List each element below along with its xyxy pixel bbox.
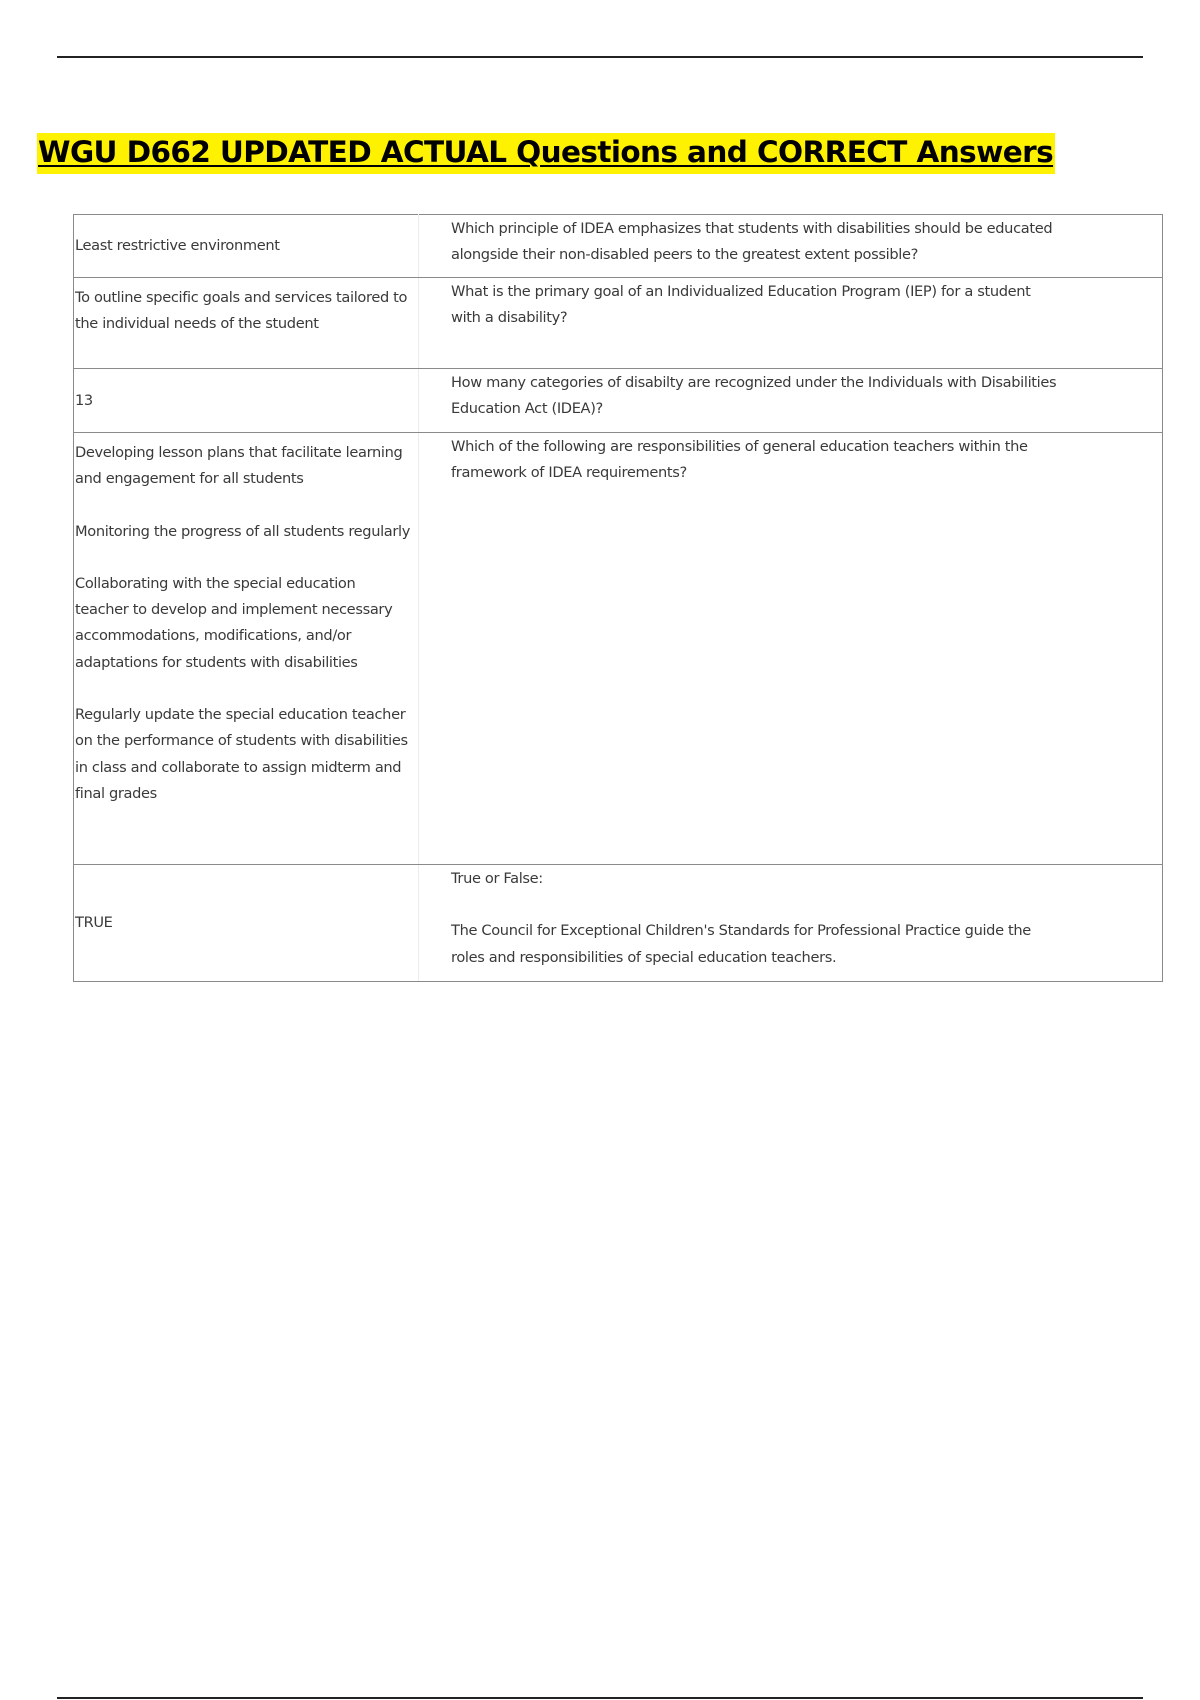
table-row [74,433,1163,865]
question-cell [419,278,1163,369]
question-text: The Council for Exceptional Children's Standards for Professional Practice guide the roles and responsibilities of special education teachers. [451,922,1031,966]
answer-cell [74,865,419,982]
table-row [74,278,1163,369]
question-text: Which of the following are responsibilities of general education teachers within the framework of IDEA requirements? [451,438,1028,482]
answer-text: Regularly update the special education teacher on the performance of students with disabilities in class and collaborate to assign midterm and final grades [75,706,408,802]
answer-text: TRUE [75,914,113,932]
answer-text: Least restrictive environment [75,237,280,255]
question-text: Which principle of IDEA emphasizes that students with disabilities should be educated alongside their non-disabled peers to the greatest extent possible? [451,220,1053,264]
footer-rule [57,1697,1143,1699]
question-text: What is the primary goal of an Individualized Education Program (IEP) for a student with a disability? [451,283,1031,327]
table-row [74,865,1163,982]
answer-text: Developing lesson plans that facilitate learning and engagement for all students [75,444,403,488]
table-row [74,369,1163,433]
answer-cell [74,433,419,865]
answer-text: 13 [75,391,93,409]
question-text: True or False: [451,870,543,887]
question-cell [419,215,1163,278]
table-row [74,215,1163,278]
answer-cell [74,215,419,278]
question-cell [419,369,1163,433]
answer-text: To outline specific goals and services tailored to the individual needs of the student [75,289,408,333]
answer-text: Collaborating with the special education teacher to develop and implement necessary accommodations, modifications, and/or adaptations for students with disabilities [75,574,393,671]
answer-cell [74,278,419,369]
answer-cell [74,369,419,433]
qa-table [73,214,1163,982]
answer-text: Monitoring the progress of all students regularly [75,522,411,540]
question-text: How many categories of disabilty are recognized under the Individuals with Disabilities Education Act (IDEA)? [451,374,1057,418]
document-title: WGU D662 UPDATED ACTUAL Questions and CORRECT Answers [37,133,1055,174]
question-cell [419,865,1163,982]
header-rule [57,56,1143,58]
question-cell [419,433,1163,865]
